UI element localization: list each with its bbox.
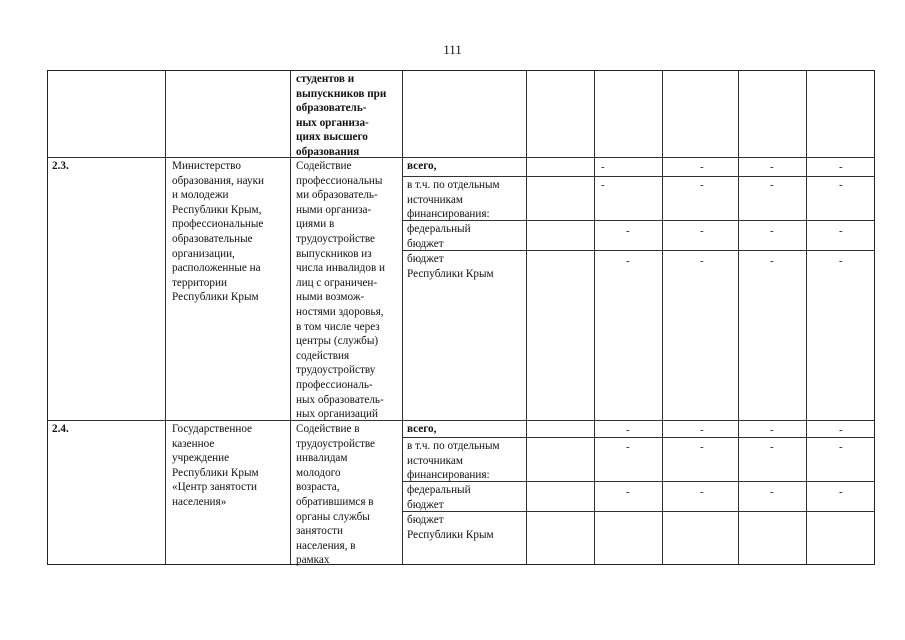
row-2-3-source-rk: бюджет Республики Крым bbox=[407, 253, 494, 280]
row-2-4-incl-value: - bbox=[839, 441, 843, 453]
row-2-3-rk-value: - bbox=[839, 255, 843, 267]
page-number: 111 bbox=[443, 42, 462, 57]
row-2-3-number: 2.3. bbox=[52, 160, 69, 172]
row-2-3-total-value: - bbox=[770, 161, 774, 173]
row-2-4-action: Содействие в трудоустройстве инвалидам молодого возраста, обратившимся в органы службы занятости населения, в рамках bbox=[296, 423, 376, 567]
row-2-3-federal-value: - bbox=[700, 225, 704, 237]
row-2-3-federal-value: - bbox=[770, 225, 774, 237]
row-2-4-source-total: всего, bbox=[407, 423, 437, 435]
row-2-4-incl-value: - bbox=[770, 441, 774, 453]
row-2-3-total-value: - bbox=[601, 161, 605, 173]
row-2-4-source-federal: федеральный бюджет bbox=[407, 484, 471, 511]
row-2-3-federal-value: - bbox=[839, 225, 843, 237]
row-2-3-source-total: всего, bbox=[407, 160, 437, 172]
col-divider bbox=[290, 71, 291, 564]
row-2-3-source-federal: федеральный бюджет bbox=[407, 223, 471, 250]
program-table bbox=[47, 70, 875, 565]
row-2-4-number: 2.4. bbox=[52, 423, 69, 435]
row-2-3-total-value: - bbox=[700, 161, 704, 173]
row-2-3-executor: Министерство образования, науки и молодежи Республики Крым, профессиональные образовательные организации, расположенные на территории Республики Крым bbox=[172, 160, 265, 304]
row-2-3-incl-value: - bbox=[770, 179, 774, 191]
row-cont-action: студентов и выпускников при образователь- ных организа- циях высшего образования bbox=[296, 73, 387, 158]
row-divider bbox=[402, 250, 874, 251]
row-2-4-federal-value: - bbox=[700, 486, 704, 498]
row-2-4-federal-value: - bbox=[839, 486, 843, 498]
row-divider bbox=[402, 511, 874, 512]
row-2-4-federal-value: - bbox=[626, 486, 630, 498]
row-divider bbox=[48, 420, 874, 421]
row-2-4-executor: Государственное казенное учреждение Республики Крым «Центр занятости населения» bbox=[172, 423, 259, 508]
col-divider bbox=[165, 71, 166, 564]
col-divider bbox=[738, 71, 739, 564]
row-2-3-rk-value: - bbox=[770, 255, 774, 267]
row-2-4-total-value: - bbox=[626, 424, 630, 436]
row-2-3-incl-value: - bbox=[700, 179, 704, 191]
row-2-4-total-value: - bbox=[839, 424, 843, 436]
row-divider bbox=[402, 437, 874, 438]
row-2-4-source-rk: бюджет Республики Крым bbox=[407, 514, 494, 541]
row-2-3-total-value: - bbox=[839, 161, 843, 173]
row-2-3-rk-value: - bbox=[700, 255, 704, 267]
row-2-4-total-value: - bbox=[770, 424, 774, 436]
row-2-4-incl-value: - bbox=[700, 441, 704, 453]
row-2-4-incl-value: - bbox=[626, 441, 630, 453]
col-divider bbox=[402, 71, 403, 564]
row-divider bbox=[402, 176, 874, 177]
col-divider bbox=[662, 71, 663, 564]
row-2-3-source-incl: в т.ч. по отдельным источникам финансирования: bbox=[407, 179, 500, 221]
row-2-3-federal-value: - bbox=[626, 225, 630, 237]
row-2-4-source-incl: в т.ч. по отдельным источникам финансирования: bbox=[407, 440, 500, 482]
col-divider bbox=[806, 71, 807, 564]
row-divider bbox=[48, 157, 874, 158]
row-2-3-incl-value: - bbox=[839, 179, 843, 191]
col-divider bbox=[594, 71, 595, 564]
row-2-3-action: Содействие профессиональны ми образователь- ными организа- циями в трудоустройстве выпускников из числа инвалидов и лиц с ограничен- ными возмож- ностями здоровья, в том числе через центры (службы) содействия трудоустройству профессиональ- ных образователь- ных организаций bbox=[296, 160, 386, 421]
col-divider bbox=[526, 71, 527, 564]
row-2-4-total-value: - bbox=[700, 424, 704, 436]
row-2-3-rk-value: - bbox=[626, 255, 630, 267]
row-2-4-federal-value: - bbox=[770, 486, 774, 498]
row-2-3-incl-value: - bbox=[601, 179, 605, 191]
